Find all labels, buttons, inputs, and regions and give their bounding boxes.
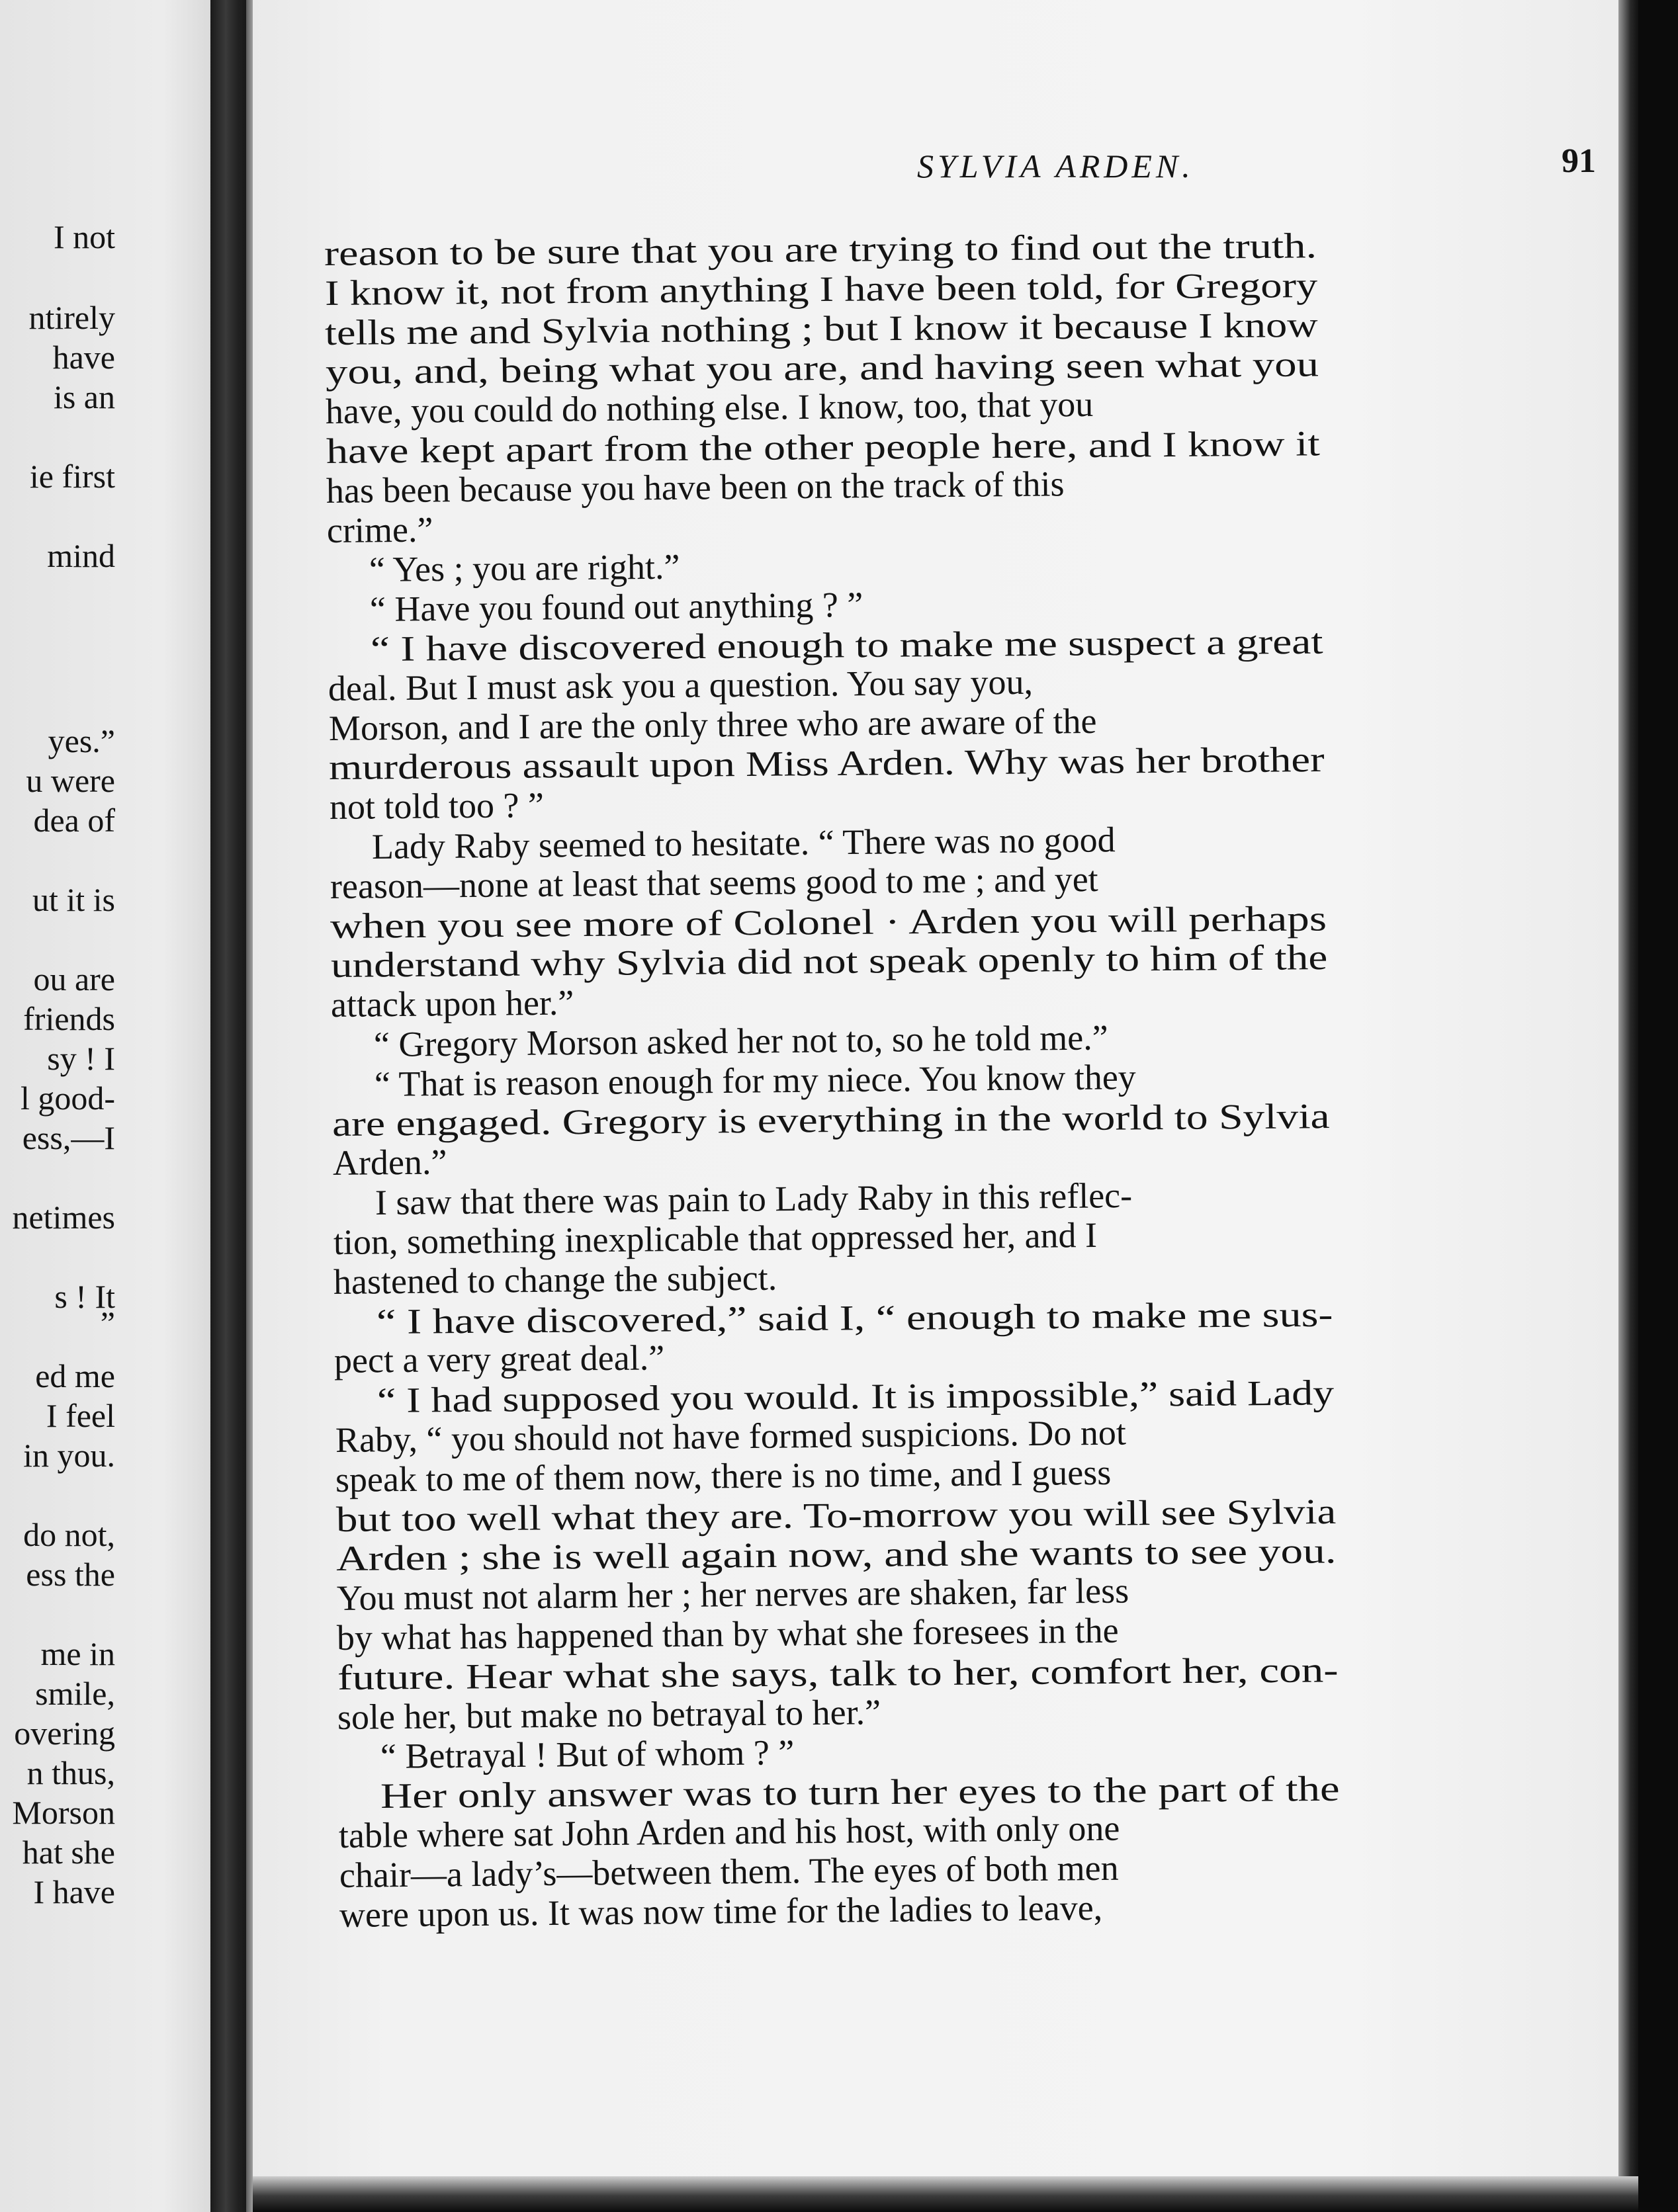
book-gutter [210,0,249,2212]
body-line: pect a very great deal.” [334,1338,665,1381]
previous-page-line: ess,—I [22,1119,115,1156]
body-line: tells me and Sylvia nothing ; but I know it because I know [324,304,1319,353]
previous-page-line: ou are [33,960,115,998]
previous-page-line: Morson [12,1794,115,1831]
previous-page-line: I have [33,1873,115,1910]
body-line: I saw that there was pain to Lady Raby in this reflec- [375,1175,1133,1223]
body-line: chair—a lady’s—between them. The eyes of both men [339,1848,1119,1895]
body-line: “ Gregory Morson asked her not to, so he told me.” [373,1017,1108,1064]
body-line: “ I have discovered enough to make me suspect a great [370,621,1323,669]
previous-page-line: me in [40,1635,115,1672]
page-bottom-edge [253,2176,1638,2212]
previous-page-line: netimes [12,1199,115,1236]
body-line: “ I have discovered,” said I, “ enough to make me sus- [376,1294,1333,1341]
body-line: have, you could do nothing else. I know, too, that you [325,384,1094,432]
body-line: hastened to change the subject. [333,1257,777,1302]
previous-page-line: I feel [46,1397,115,1434]
previous-page-line: smile, [35,1675,115,1712]
body-line: by what has happened than by what she foresees in the [336,1610,1120,1658]
body-line: were upon us. It was now time for the ladies to leave, [339,1887,1103,1935]
body-line: Arden.” [332,1142,447,1183]
body-line: “ Betrayal ! But of whom ? ” [380,1732,795,1777]
body-line: speak to me of them now, there is no time, and I guess [335,1452,1112,1500]
previous-page-line: ” [100,1304,115,1341]
body-line: are engaged. Gregory is everything in the world to Sylvia [331,1095,1331,1144]
body-line: has been because you have been on the track of this [326,464,1065,511]
body-line: understand why Sylvia did not speak openly to him of the [330,937,1328,986]
body-line: “ Have you found out anything ? ” [369,585,863,630]
body-line: Her only answer was to turn her eyes to the part of the [380,1768,1341,1816]
previous-page-line: I not [53,218,115,255]
body-line: Raby, “ you should not have formed suspicions. Do not [335,1412,1126,1460]
body-line: “ Yes ; you are right.” [369,546,681,590]
previous-page-line: yes.” [48,722,115,759]
previous-page-text [0,0,233,2212]
previous-page-line: n thus, [26,1754,115,1791]
body-line: have kept apart from the other people here, and I know it [326,423,1320,471]
previous-page-line: ntirely [28,299,115,336]
body-line: future. Hear what she says, talk to her, comfort her, con- [337,1650,1339,1697]
previous-page-line: ie first [29,458,115,495]
previous-page-line: ess the [26,1556,115,1593]
body-line: “ That is reason enough for my niece. You know they [374,1056,1136,1104]
previous-page-line: do not, [23,1516,115,1553]
previous-page-line: s ! It [54,1278,115,1315]
previous-page-line: friends [23,1000,115,1037]
previous-page-line: overing [14,1715,115,1752]
previous-page-line: have [52,339,115,376]
previous-page [0,0,233,2212]
body-line: tion, something inexplicable that oppressed her, and I [333,1214,1098,1262]
previous-page-line: ut it is [32,881,115,918]
previous-page-line: is an [53,378,115,415]
body-line: sole her, but make no betrayal to her.” [337,1691,881,1737]
body-line: reason—none at least that seems good to me ; and yet [330,859,1098,906]
previous-page-line: in you. [23,1437,115,1474]
page-number: 91 [1562,142,1596,180]
body-line: reason to be sure that you are trying to find out the truth. [324,226,1317,273]
body-line: attack upon her.” [331,982,575,1025]
previous-page-line: mind [47,537,115,574]
previous-page-line: dea of [33,802,115,839]
body-line: not told too ? ” [329,785,544,828]
body-line: Morson, and I are the only three who are aware of the [328,701,1097,748]
body-line: table where sat John Arden and his host, with only one [338,1808,1120,1855]
body-line: but too well what they are. To-morrow you will see Sylvia [335,1491,1337,1539]
previous-page-line: ed me [35,1357,115,1394]
page-right-edge [1618,0,1638,2212]
body-line: Arden ; she is well again now, and she wants to see you. [335,1531,1337,1579]
previous-page-line: sy ! I [47,1040,115,1077]
body-line: crime.” [326,509,433,550]
body-line: murderous assault upon Miss Arden. Why was her brother [328,740,1325,788]
body-line: you, and, being what you are, and having seen what you [325,344,1319,392]
body-line: “ I had supposed you would. It is impossible,” said Lady [376,1373,1335,1421]
body-line: I know it, not from anything I have been told, for Gregory [324,265,1318,313]
body-line: when you see more of Colonel · Arden you will perhaps [330,898,1327,946]
previous-page-line: u were [26,762,115,799]
previous-page-line: l good- [20,1080,115,1117]
body-line: deal. But I must ask you a question. You say you, [328,661,1034,708]
body-line: You must not alarm her ; her nerves are shaken, far less [336,1570,1129,1619]
body-line: Lady Raby seemed to hesitate. “ There was no good [371,820,1116,867]
previous-page-line: hat she [22,1834,115,1871]
running-head: SYLVIA ARDEN. [917,148,1194,185]
